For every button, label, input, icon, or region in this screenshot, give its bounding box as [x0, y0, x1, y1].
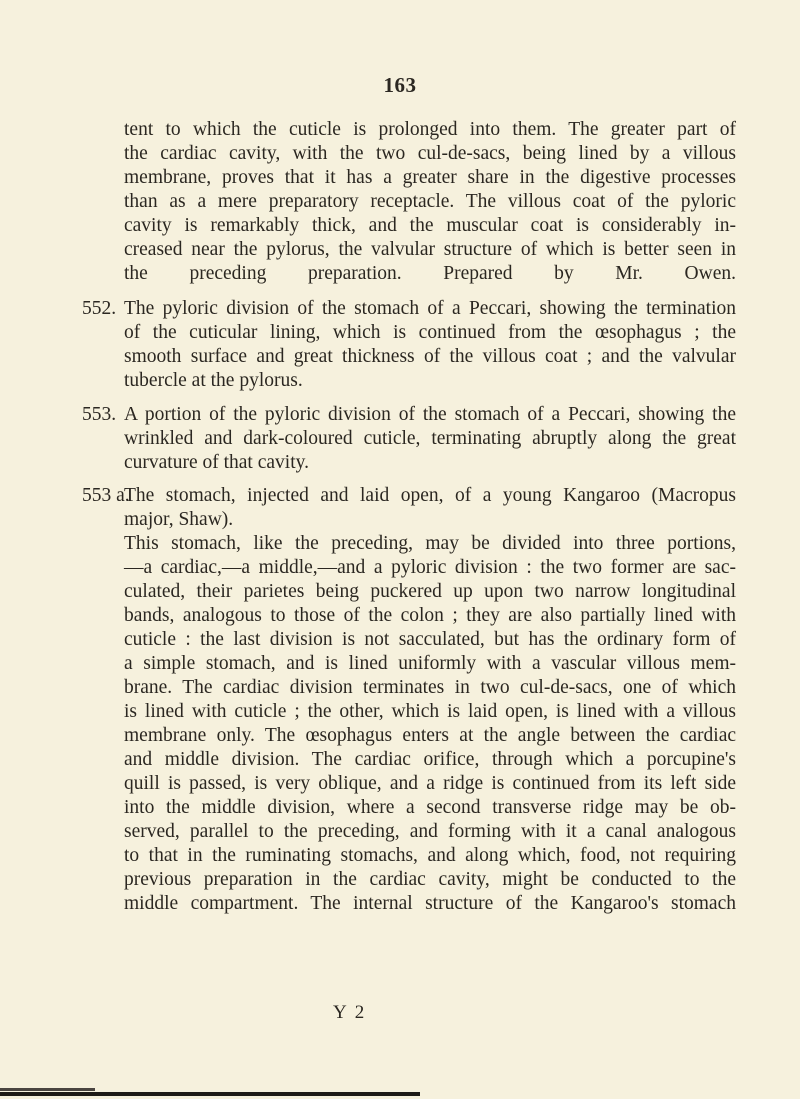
text-line: brane. The cardiac division terminates in two cul-de-sacs, one of which [124, 677, 736, 698]
text-line: creased near the pylorus, the valvular structure of which is better seen in [124, 239, 736, 260]
text-line: cuticle : the last division is not sacculated, but has the ordinary form of [124, 629, 736, 650]
scan-edge-bar [0, 1092, 420, 1096]
text-line: bands, analogous to those of the colon ; they are also partially lined with [124, 605, 736, 626]
text-line: The stomach, injected and laid open, of a young Kangaroo (Macropus [124, 485, 736, 506]
text-line: membrane only. The œsophagus enters at the angle between the cardiac [124, 725, 736, 746]
signature-mark: Y 2 [333, 1002, 367, 1023]
text-line: served, parallel to the preceding, and forming with it a canal analogous [124, 821, 736, 842]
text-line: middle compartment. The internal structure of the Kangaroo's stomach [124, 893, 736, 914]
scan-edge-mark [0, 1088, 95, 1091]
text-line: to that in the ruminating stomachs, and along which, food, not requiring [124, 845, 736, 866]
text-line: tent to which the cuticle is prolonged into them. The greater part of [124, 119, 736, 140]
text-line: than as a mere preparatory receptacle. The villous coat of the pyloric [124, 191, 736, 212]
page-number: 163 [383, 73, 417, 97]
entry-number: 553. [82, 404, 117, 425]
text-line: a simple stomach, and is lined uniformly with a vascular villous mem- [124, 653, 736, 674]
text-line: The pyloric division of the stomach of a Peccari, showing the termination [124, 298, 736, 319]
text-line: A portion of the pyloric division of the stomach of a Peccari, showing the [124, 404, 736, 425]
text-line: culated, their parietes being puckered up upon two narrow longitudinal [124, 581, 736, 602]
text-line: smooth surface and great thickness of the villous coat ; and the valvular [124, 346, 736, 367]
text-line: curvature of that cavity. [124, 452, 309, 473]
text-line: This stomach, like the preceding, may be divided into three portions, [124, 533, 736, 554]
text-line: of the cuticular lining, which is continued from the œsophagus ; the [124, 322, 736, 343]
entry-number: 552. [82, 298, 117, 319]
text-line: previous preparation in the cardiac cavity, might be conducted to the [124, 869, 736, 890]
text-line: quill is passed, is very oblique, and a ridge is continued from its left side [124, 773, 736, 794]
text-line: into the middle division, where a second transverse ridge may be ob- [124, 797, 736, 818]
text-line: cavity is remarkably thick, and the muscular coat is considerably in- [124, 215, 736, 236]
text-line: membrane, proves that it has a greater share in the digestive processes [124, 167, 736, 188]
text-line: is lined with cuticle ; the other, which is laid open, is lined with a villous [124, 701, 736, 722]
text-line: tubercle at the pylorus. [124, 370, 303, 391]
text-line: the preceding preparation. Prepared by Mr. Owen. [124, 263, 736, 284]
entry-number: 553 a. [82, 485, 130, 506]
text-line: the cardiac cavity, with the two cul-de-sacs, being lined by a villous [124, 143, 736, 164]
text-line: —a cardiac,—a middle,—and a pyloric division : the two former are sac- [124, 557, 736, 578]
text-line: major, Shaw). [124, 509, 234, 530]
text-line: wrinkled and dark-coloured cuticle, terminating abruptly along the great [124, 428, 736, 449]
text-line: and middle division. The cardiac orifice, through which a porcupine's [124, 749, 736, 770]
